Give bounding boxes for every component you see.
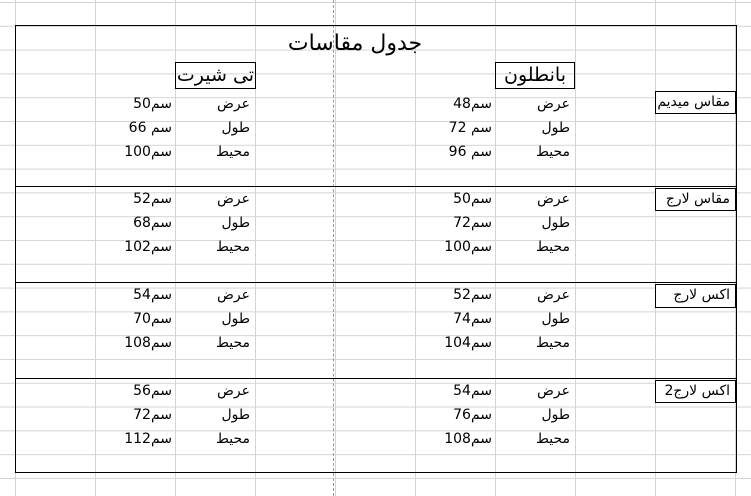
tshirt-width-value: 54سم [133,287,172,303]
tshirt-circumference-label: محيط [215,239,250,255]
tshirt-width-label: عرض [216,287,250,303]
pants-circumference-value: 104سم [444,335,492,351]
tshirt-circumference-label: محيط [215,335,250,351]
pants-circumference-label: محيط [535,144,570,160]
tshirt-circumference-value: 112سم [124,431,172,447]
pants-width-value: 50سم [453,191,492,207]
tshirt-width-label: عرض [216,96,250,112]
pants-width-value: 52سم [453,287,492,303]
pants-length-label: طول [541,407,570,423]
tshirt-width-label: عرض [216,383,250,399]
pants-length-label: طول [541,215,570,231]
pants-width-label: عرض [536,287,570,303]
size-label: اكس لارج [655,284,736,308]
table-title: جدول مقاسات [287,31,423,56]
section-divider [15,282,736,283]
pants-length-label: طول [541,311,570,327]
pants-circumference-value: 100سم [444,239,492,255]
tshirt-length-value: سم 66 [128,120,172,136]
tshirt-length-label: طول [221,407,250,423]
pants-circumference-value: 96 سم [448,144,492,160]
tshirt-circumference-value: 102سم [124,239,172,255]
pants-width-value: 54سم [453,383,492,399]
pants-circumference-label: محيط [535,239,570,255]
pants-length-value: 72سم [453,215,492,231]
pants-header: بانطلون [495,62,575,89]
tshirt-length-value: 72سم [133,407,172,423]
pants-width-value: 48سم [453,96,492,112]
size-label: مقاس لارج [655,188,736,211]
pants-width-label: عرض [536,383,570,399]
tshirt-width-value: 52سم [133,191,172,207]
tshirt-length-label: طول [221,120,250,136]
tshirt-width-value: 50سم [133,96,172,112]
tshirt-length-value: 70سم [133,311,172,327]
pants-circumference-label: محيط [535,335,570,351]
tshirt-circumference-label: محيط [215,144,250,160]
tshirt-width-label: عرض [216,191,250,207]
tshirt-length-value: 68سم [133,215,172,231]
tshirt-length-label: طول [221,311,250,327]
tshirt-width-value: 56سم [133,383,172,399]
tshirt-length-label: طول [221,215,250,231]
pants-width-label: عرض [536,191,570,207]
pants-width-label: عرض [536,96,570,112]
tshirt-circumference-label: محيط [215,431,250,447]
section-divider [15,186,736,187]
tshirt-header: تى شيرت [175,62,256,89]
tshirt-circumference-value: 108سم [124,335,172,351]
pants-length-label: طول [541,120,570,136]
pants-length-value: 74سم [453,311,492,327]
size-label: 2اكس لارج [655,380,736,403]
tshirt-circumference-value: 100سم [124,144,172,160]
size-label: مقاس ميديم [655,91,736,114]
pants-circumference-label: محيط [535,431,570,447]
pants-length-value: 76سم [453,407,492,423]
pants-circumference-value: 108سم [444,431,492,447]
section-divider [15,378,736,379]
pants-length-value: 72 سم [448,120,492,136]
